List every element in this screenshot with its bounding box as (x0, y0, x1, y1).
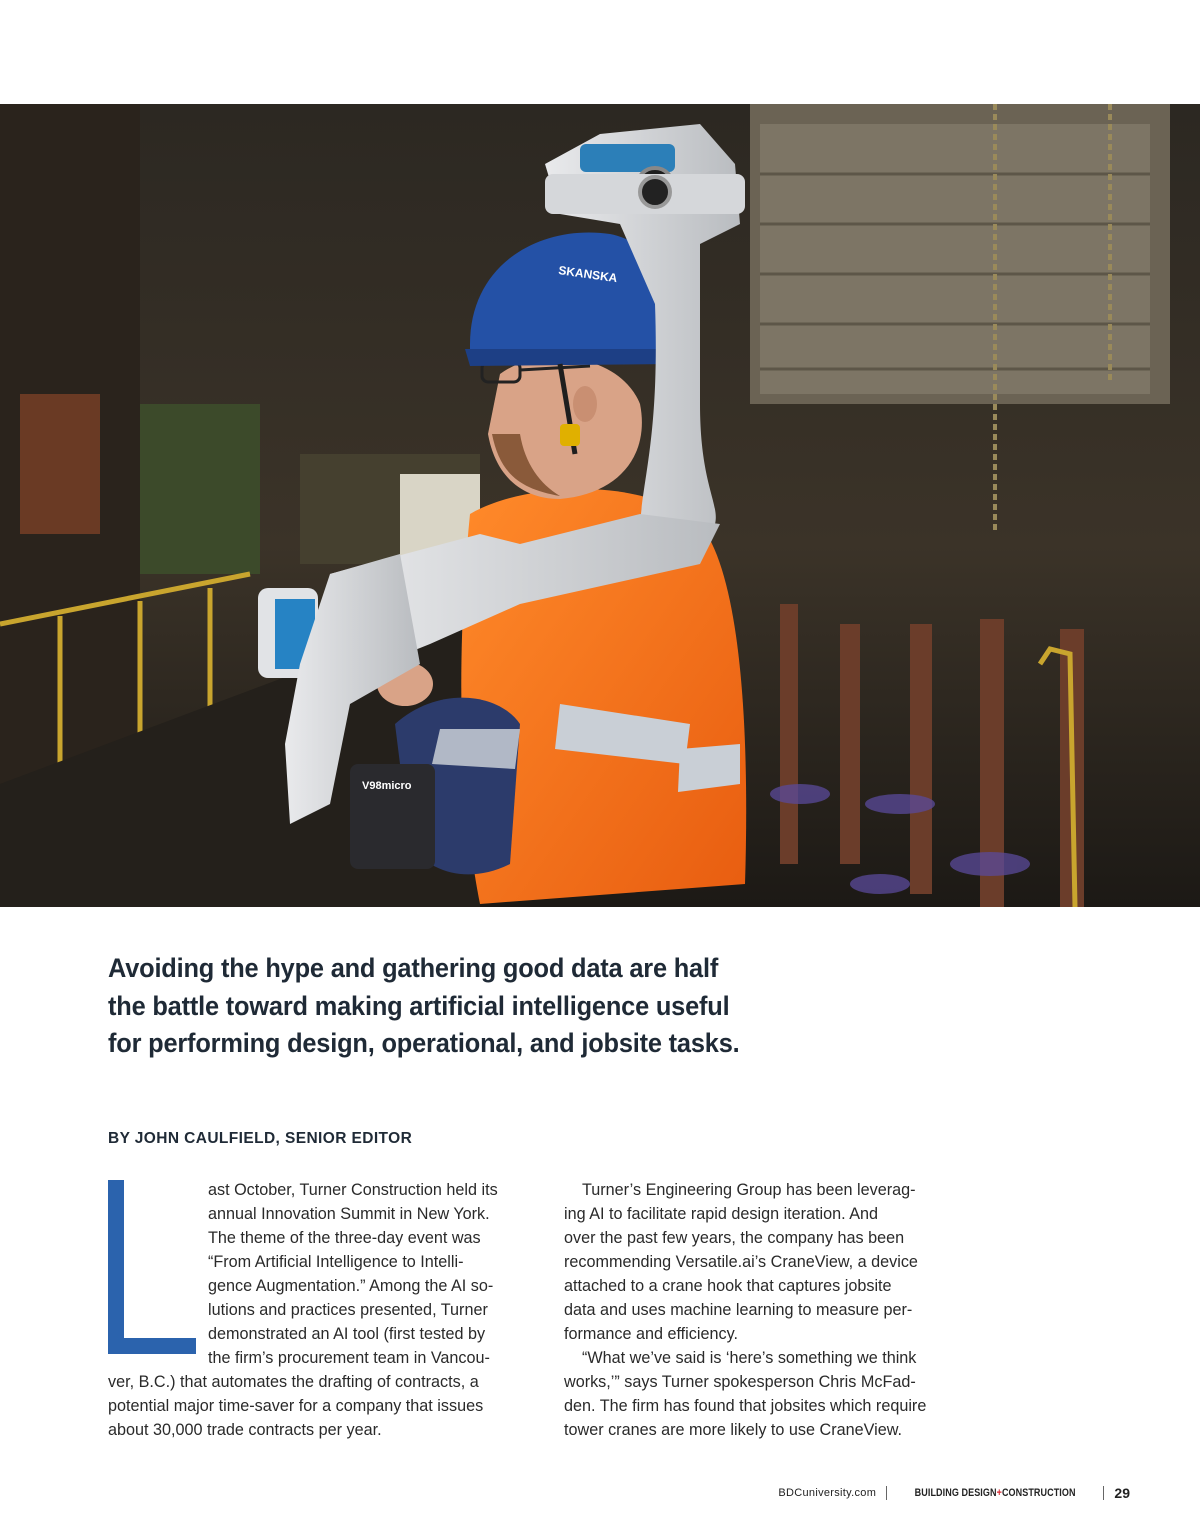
text-line: gence Augmentation.” Among the AI so- (208, 1277, 494, 1295)
text-line: ast October, Turner Construction held its (208, 1181, 498, 1199)
body-column-2 (564, 1178, 996, 1442)
hero-photo (0, 104, 1200, 907)
text-line: recommending Versatile.ai’s CraneView, a device (564, 1253, 918, 1271)
deck-line: the battle toward making artificial intelligence useful (108, 990, 730, 1021)
byline: BY JOHN CAULFIELD, SENIOR EDITOR (108, 1130, 413, 1147)
magazine-plus: + (996, 1487, 1003, 1499)
text-line: den. The firm has found that jobsites which require (564, 1397, 927, 1415)
text-line: formance and efficiency. (564, 1325, 738, 1343)
text-line: “From Artificial Intelligence to Intelli- (208, 1253, 464, 1271)
text-line: Turner’s Engineering Group has been leverag- (582, 1181, 916, 1199)
text-line: The theme of the three-day event was (208, 1229, 481, 1247)
photo-illustration (0, 104, 1200, 907)
text-line: tower cranes are more likely to use CraneView. (564, 1421, 902, 1439)
dropcap-foot (108, 1338, 196, 1354)
footer-divider (1103, 1486, 1104, 1500)
text-line: “What we’ve said is ‘here’s something we think (582, 1349, 917, 1367)
page-number: 29 (1114, 1485, 1130, 1501)
text-line: annual Innovation Summit in New York. (208, 1205, 490, 1223)
body-column-1 (108, 1178, 538, 1442)
dropcap-l (108, 1178, 208, 1362)
paragraph (564, 1346, 996, 1442)
article-deck (108, 950, 766, 1063)
paragraph (564, 1178, 996, 1346)
magazine-name-part1: BUILDING DESIGN (914, 1487, 997, 1499)
footer-site-link[interactable]: BDCuniversity.com (778, 1487, 877, 1499)
footer-divider (886, 1486, 887, 1500)
page-footer (778, 1485, 1130, 1501)
text-line: attached to a crane hook that captures jobsite (564, 1277, 892, 1295)
text-line: works,’” says Turner spokesperson Chris McFad- (564, 1373, 916, 1391)
text-line: demonstrated an AI tool (first tested by (208, 1325, 486, 1343)
dropcap-stem (108, 1180, 124, 1354)
text-line: the firm’s procurement team in Vancou- (208, 1349, 490, 1367)
text-line: lutions and practices presented, Turner (208, 1301, 488, 1319)
text-line: about 30,000 trade contracts per year. (108, 1421, 382, 1439)
deck-line: for performing design, operational, and jobsite tasks. (108, 1028, 740, 1058)
text-line: ing AI to facilitate rapid design iteration. And (564, 1205, 879, 1223)
text-line: potential major time-saver for a company that issues (108, 1397, 484, 1415)
battery-label-text: V98micro (362, 780, 412, 792)
helmet-logo-text: SKANSKA (557, 263, 619, 286)
text-line: data and uses machine learning to measure per- (564, 1301, 913, 1319)
deck-line: Avoiding the hype and gathering good data are half (108, 953, 719, 983)
text-line: ver, B.C.) that automates the drafting of contracts, a (108, 1373, 479, 1391)
magazine-name-part2: CONSTRUCTION (1002, 1487, 1076, 1499)
magazine-name (915, 1487, 1076, 1499)
text-line: over the past few years, the company has been (564, 1229, 905, 1247)
